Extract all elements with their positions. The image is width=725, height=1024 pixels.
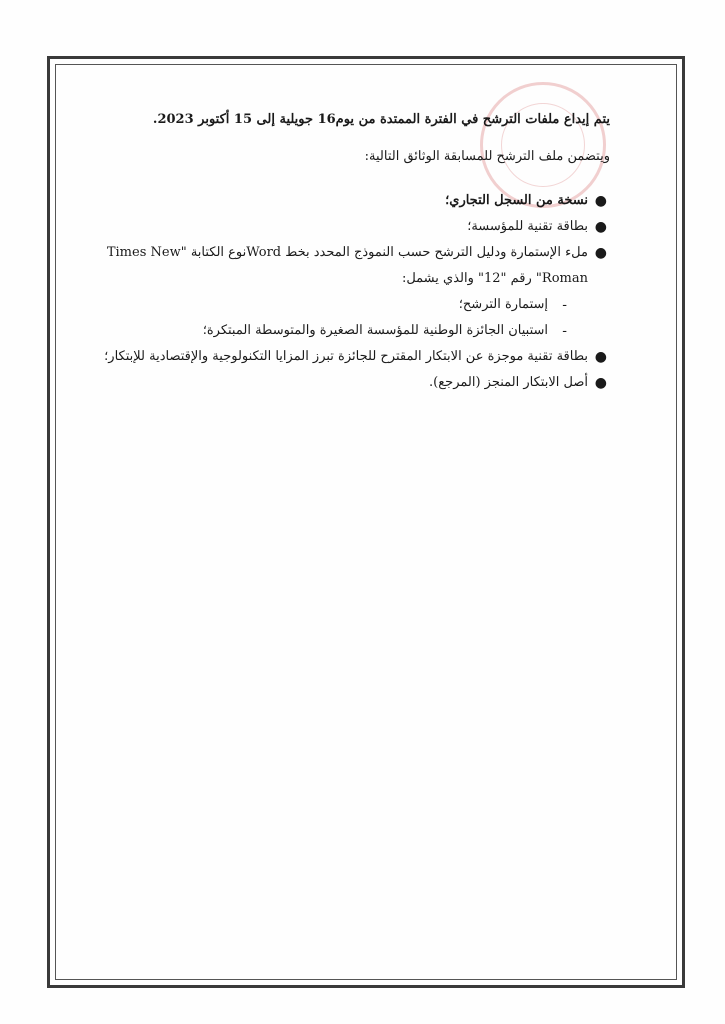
list-item-text: نسخة من السجل التجاري؛ [445, 192, 588, 208]
sub-list-item [95, 318, 570, 344]
list-item-text: أصل الابتكار المنجز (المرجع). [429, 374, 588, 390]
list-item [95, 344, 610, 370]
document-body [95, 110, 610, 396]
sub-list-item-text: إستمارة الترشح؛ [458, 296, 548, 312]
sub-list-item [95, 292, 570, 318]
form-contents-list [95, 292, 610, 344]
list-item-text: بطاقة تقنية موجزة عن الابتكار المقترح للجائزة تبرز المزايا التكنولوجية والإقتصادية للإبتكار؛ [104, 348, 588, 364]
dash-icon: - [562, 296, 567, 313]
list-item-text: بطاقة تقنية للمؤسسة؛ [467, 218, 588, 234]
dash-icon: - [562, 322, 567, 339]
documents-list [95, 188, 610, 292]
list-item-text: ملء الإستمارة ودليل الترشح حسب النموذج المحدد بخط Wordنوع الكتابة "Times New Roman" رقم "12" والذي يشمل: [106, 244, 588, 286]
list-item [95, 240, 610, 292]
list-item [95, 188, 610, 214]
bullet-icon: ● [594, 192, 607, 209]
documents-list-continued [95, 344, 610, 396]
bullet-icon: ● [594, 374, 607, 391]
sub-list-item-text: استبيان الجائزة الوطنية للمؤسسة الصغيرة والمتوسطة المبتكرة؛ [202, 322, 548, 338]
submission-period-text: يتم إيداع ملفات الترشح في الفترة الممتدة من يوم16 جويلية إلى 15 أكتوبر 2023. [152, 112, 610, 127]
bullet-icon: ● [594, 348, 607, 365]
list-item [95, 214, 610, 240]
documents-list-intro: ويتضمن ملف الترشح للمسابقة الوثائق التالية: [364, 148, 610, 164]
list-item [95, 370, 610, 396]
bullet-icon: ● [594, 244, 607, 261]
bullet-icon: ● [594, 218, 607, 235]
